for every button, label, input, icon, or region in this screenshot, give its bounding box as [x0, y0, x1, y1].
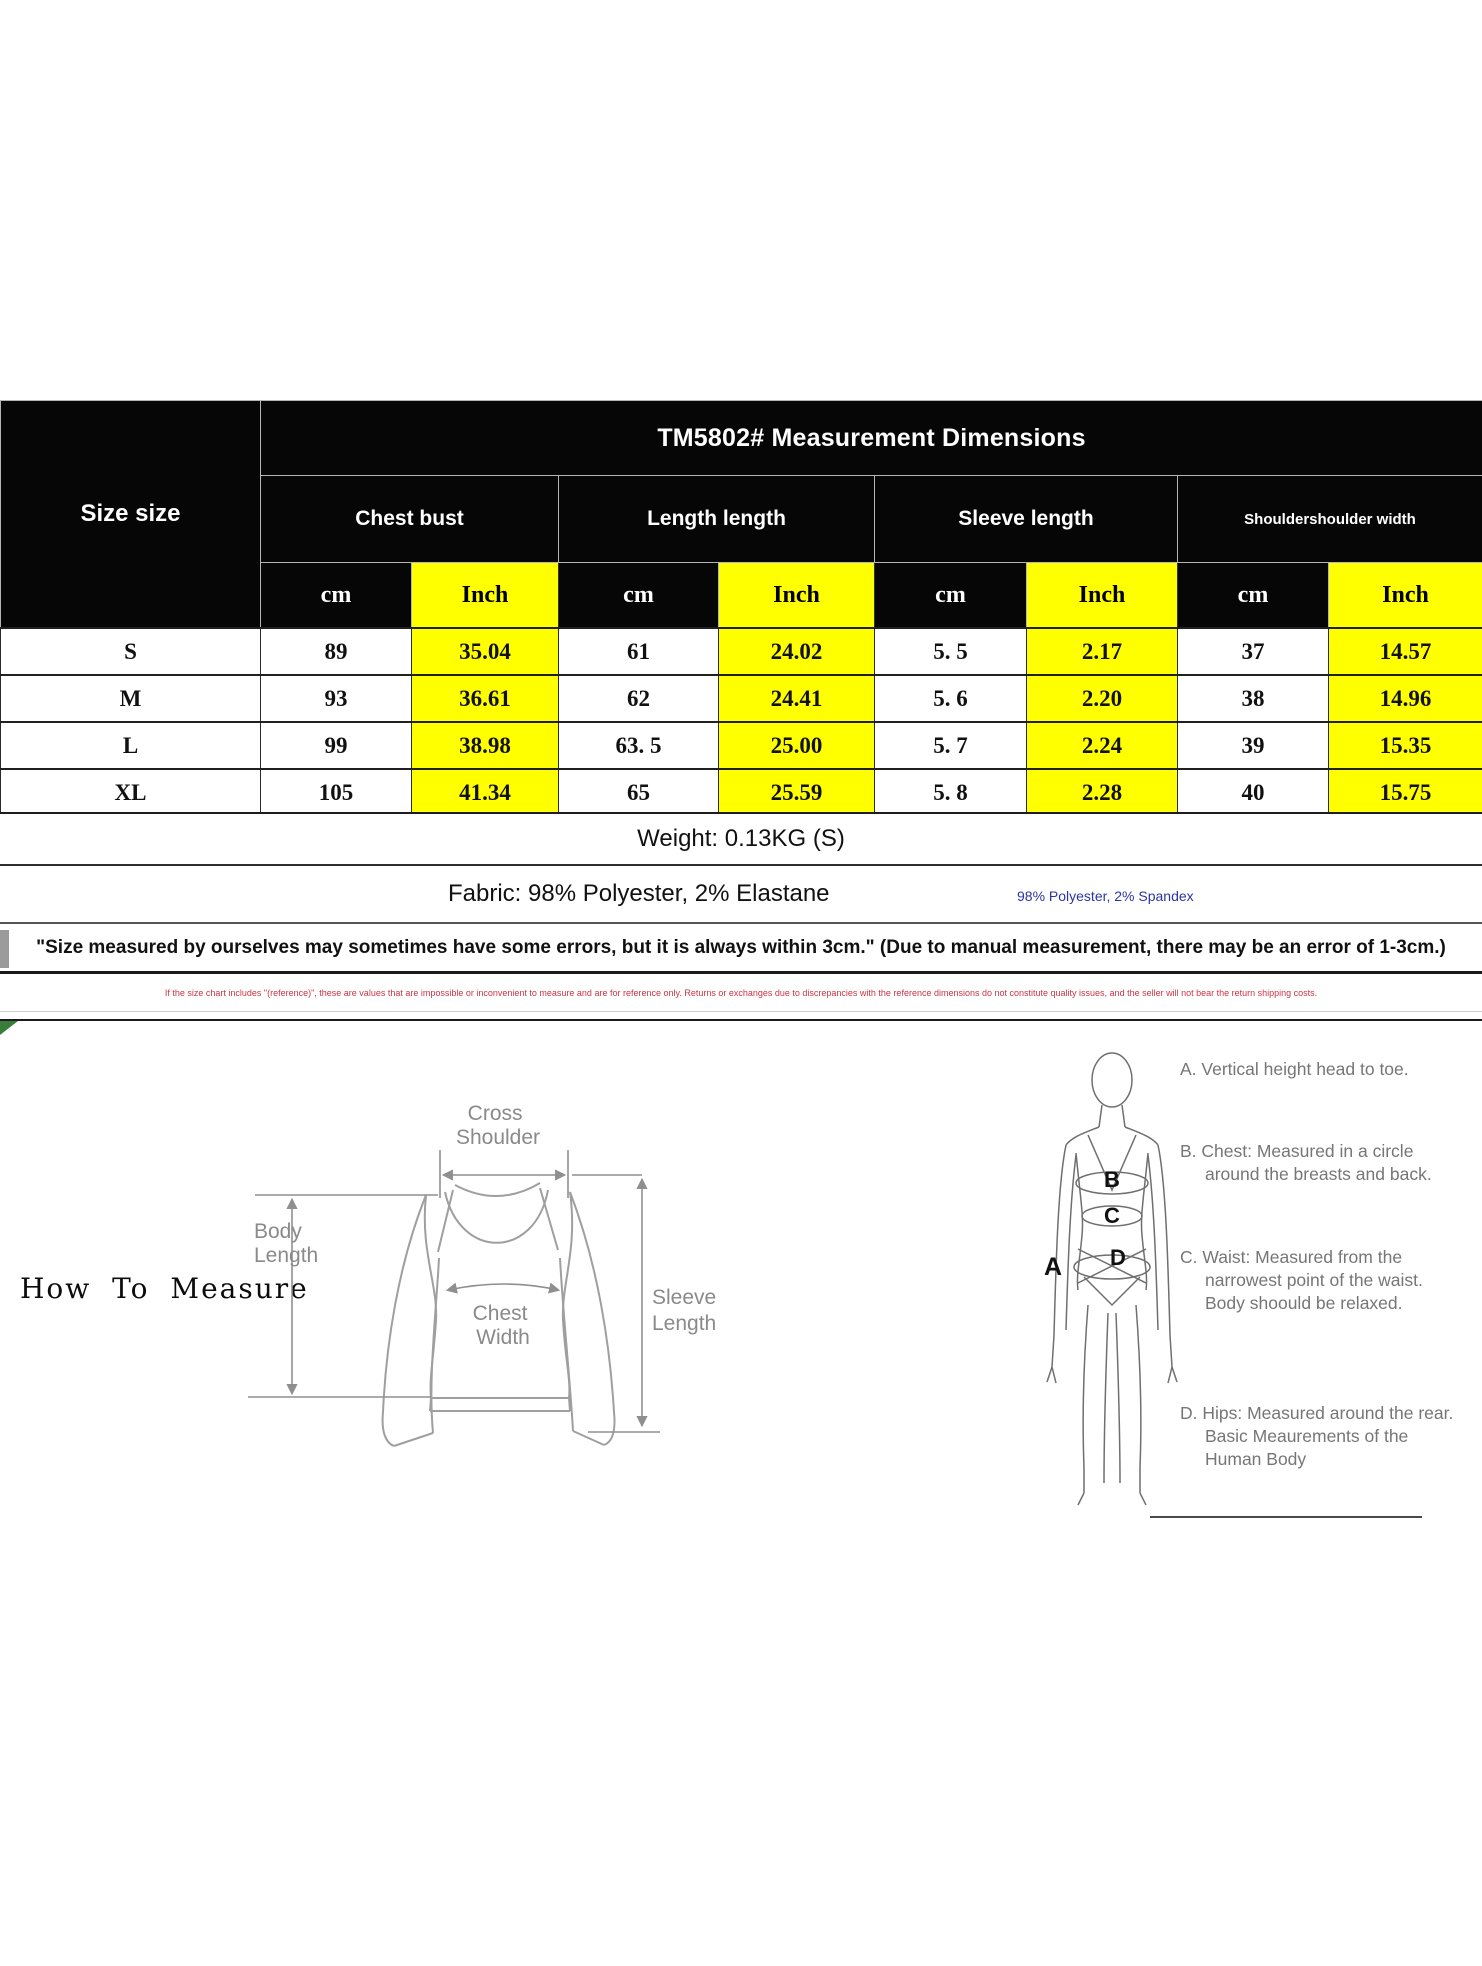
inch-value: 24.41 [719, 675, 875, 722]
group-length: Length length [559, 476, 875, 563]
unit-inch: Inch [1027, 563, 1178, 629]
inch-value: 41.34 [412, 769, 559, 816]
size-label: S [1, 628, 261, 675]
cm-value: 38 [1178, 675, 1329, 722]
inch-value: 14.96 [1329, 675, 1482, 722]
unit-cm: cm [559, 563, 719, 629]
weight-text: Weight: 0.13KG (S) [637, 825, 845, 852]
table-title: TM5802# Measurement Dimensions [261, 401, 1482, 476]
measure-desc-item-c: C. Waist: Measured from the narrowest point of the waist. Body shoould be relaxed. [1180, 1247, 1423, 1314]
cm-value: 62 [559, 675, 719, 722]
unit-inch: Inch [412, 563, 559, 629]
inch-value: 14.57 [1329, 628, 1482, 675]
inch-value: 15.35 [1329, 722, 1482, 769]
inch-value: 24.02 [719, 628, 875, 675]
fabric-text: Fabric: 98% Polyester, 2% Elastane [448, 880, 830, 907]
green-corner-mark [0, 1021, 18, 1035]
left-edge-mark [0, 930, 9, 968]
measure-desc-item-d: D. Hips: Measured around the rear. Basic Meaurements of the Human Body [1180, 1403, 1454, 1470]
figure-label-a: A [1044, 1253, 1063, 1281]
cm-value: 5. 8 [875, 769, 1027, 816]
cm-value: 40 [1178, 769, 1329, 816]
cm-value: 99 [261, 722, 412, 769]
unit-cm: cm [1178, 563, 1329, 629]
size-label: L [1, 722, 261, 769]
inch-value: 25.59 [719, 769, 875, 816]
inch-value: 2.17 [1027, 628, 1178, 675]
inch-value: 2.28 [1027, 769, 1178, 816]
cm-value: 39 [1178, 722, 1329, 769]
unit-inch: Inch [1329, 563, 1482, 629]
inch-value: 2.24 [1027, 722, 1178, 769]
unit-inch: Inch [719, 563, 875, 629]
cm-value: 89 [261, 628, 412, 675]
cm-value: 65 [559, 769, 719, 816]
group-chest: Chest bust [261, 476, 559, 563]
cross-shoulder-label: Cross Shoulder [455, 1102, 541, 1149]
cm-value: 93 [261, 675, 412, 722]
cm-value: 5. 6 [875, 675, 1027, 722]
unit-cm: cm [261, 563, 412, 629]
figure-label-c: C [1104, 1203, 1120, 1228]
sleeve-length-label: Sleeve Length [652, 1286, 717, 1335]
fabric-alt-text: 98% Polyester, 2% Spandex [1017, 888, 1194, 904]
garment-diagram [240, 1080, 760, 1480]
unit-cm: cm [875, 563, 1027, 629]
body-length-label: Body Length [254, 1220, 319, 1267]
inch-value: 15.75 [1329, 769, 1482, 816]
body-outline [1047, 1053, 1177, 1505]
group-shoulder: Shouldershoulder width [1178, 476, 1482, 563]
body-figure-diagram [1030, 1035, 1180, 1535]
cm-value: 63. 5 [559, 722, 719, 769]
size-label: M [1, 675, 261, 722]
cm-value: 61 [559, 628, 719, 675]
measure-desc-item-a: A. Vertical height head to toe. [1180, 1059, 1409, 1079]
how-to-measure-heading: How To Measure [20, 1272, 309, 1305]
size-label: XL [1, 769, 261, 816]
measure-descriptions [1180, 0, 1454, 1966]
size-column-header: Size size [1, 401, 261, 629]
inch-value: 36.61 [412, 675, 559, 722]
reference-note-text: If the size chart includes "(reference)", these are values that are impossible or inconvenient to measure and are for reference only. Returns or exchanges due to discrepancies with the reference dimensions do not constitute quality issues, and the seller will not bear the return shipping costs. [164, 987, 1318, 998]
figure-label-b: B [1104, 1167, 1120, 1192]
inch-value: 38.98 [412, 722, 559, 769]
group-sleeve: Sleeve length [875, 476, 1178, 563]
measure-desc-item-b: B. Chest: Measured in a circle around the breasts and back. [1180, 1141, 1432, 1185]
cm-value: 5. 7 [875, 722, 1027, 769]
disclaimer-text: "Size measured by ourselves may sometimes have some errors, but it is always within 3cm." (Due to manual measurement, there may be an error of 1-3cm.) [36, 936, 1446, 958]
inch-value: 25.00 [719, 722, 875, 769]
cm-value: 5. 5 [875, 628, 1027, 675]
inch-value: 2.20 [1027, 675, 1178, 722]
chest-width-label: Chest Width [472, 1302, 530, 1349]
cm-value: 37 [1178, 628, 1329, 675]
figure-label-d: D [1110, 1245, 1126, 1270]
cm-value: 105 [261, 769, 412, 816]
inch-value: 35.04 [412, 628, 559, 675]
bottom-underline [1150, 1516, 1422, 1518]
